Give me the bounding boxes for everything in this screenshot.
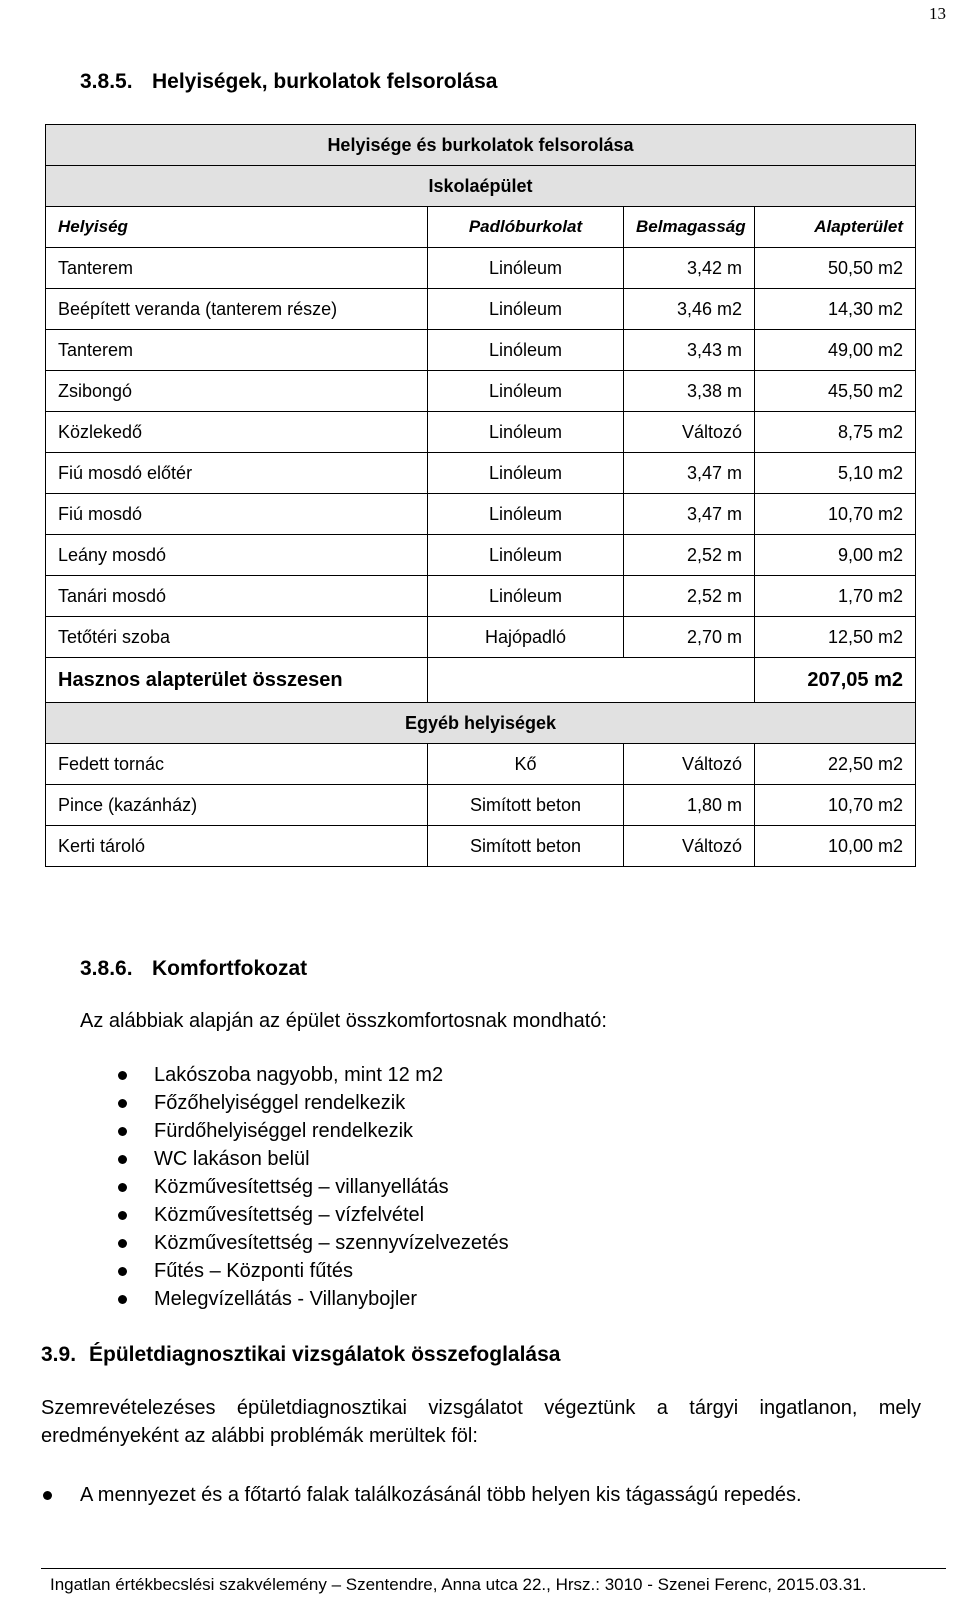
diagnostics-paragraph: Szemrevételezéses épületdiagnosztikai vizsgálatot végeztünk a tárgyi ingatlanon, mely eredményeként az alábbi problémák merültek föl:	[41, 1397, 921, 1447]
bullet-icon	[118, 1295, 127, 1304]
header-room: Helyiség	[46, 207, 428, 248]
cell-room: Leány mosdó	[46, 535, 428, 576]
cell-floor: Linóleum	[428, 248, 624, 289]
cell-area: 12,50 m2	[755, 617, 916, 658]
list-item-text: Közművesítettség – szennyvízelvezetés	[154, 1232, 509, 1254]
rooms-table	[45, 124, 916, 867]
cell-area: 49,00 m2	[755, 330, 916, 371]
list-item-text: Közművesítettség – vízfelvétel	[154, 1204, 425, 1226]
section-title: Komfortfokozat	[152, 957, 308, 980]
section-title: Helyiségek, burkolatok felsorolása	[152, 70, 498, 93]
comfort-intro: Az alábbiak alapján az épület összkomfortosnak mondható:	[80, 1010, 607, 1032]
cell-area: 10,00 m2	[755, 826, 916, 867]
cell-room: Fiú mosdó	[46, 494, 428, 535]
cell-room: Pince (kazánház)	[46, 785, 428, 826]
list-item	[118, 1229, 509, 1257]
section-number: 3.9.	[41, 1343, 77, 1366]
cell-height: 3,47 m	[624, 494, 755, 535]
cell-area: 9,00 m2	[755, 535, 916, 576]
cell-area: 5,10 m2	[755, 453, 916, 494]
cell-room: Beépített veranda (tanterem része)	[46, 289, 428, 330]
cell-room: Közlekedő	[46, 412, 428, 453]
bullet-icon	[118, 1155, 127, 1164]
cell-height: Változó	[624, 826, 755, 867]
table-row	[46, 453, 916, 494]
table-row	[46, 535, 916, 576]
cell-room: Tanterem	[46, 248, 428, 289]
cell-room: Tanári mosdó	[46, 576, 428, 617]
cell-room: Zsibongó	[46, 371, 428, 412]
list-item	[118, 1285, 509, 1313]
table-row	[46, 494, 916, 535]
cell-floor: Simított beton	[428, 785, 624, 826]
bullet-icon	[118, 1239, 127, 1248]
cell-room: Kerti tároló	[46, 826, 428, 867]
cell-area: 14,30 m2	[755, 289, 916, 330]
cell-height: 3,47 m	[624, 453, 755, 494]
cell-height: 3,46 m2	[624, 289, 755, 330]
bullet-icon	[118, 1071, 127, 1080]
cell-floor: Kő	[428, 744, 624, 785]
section-number: 3.8.6.	[80, 957, 133, 980]
list-item-text: Fürdőhelyiséggel rendelkezik	[154, 1120, 414, 1142]
other-rooms-title: Egyéb helyiségek	[46, 703, 916, 744]
list-item-text: WC lakáson belül	[154, 1148, 310, 1170]
cell-height: 3,38 m	[624, 371, 755, 412]
table-row	[46, 576, 916, 617]
footer-divider	[41, 1568, 946, 1569]
cell-floor: Linóleum	[428, 535, 624, 576]
cell-height: 2,52 m	[624, 576, 755, 617]
header-height: Belmagasság	[624, 207, 755, 248]
cell-height: Változó	[624, 744, 755, 785]
cell-area: 1,70 m2	[755, 576, 916, 617]
bullet-icon	[43, 1491, 52, 1500]
page-number: 13	[929, 4, 946, 23]
cell-floor: Linóleum	[428, 453, 624, 494]
bullet-icon	[118, 1211, 127, 1220]
table-row	[46, 744, 916, 785]
section-title: Épületdiagnosztikai vizsgálatok összefoglalása	[89, 1343, 561, 1366]
bullet-icon	[118, 1183, 127, 1192]
table-row	[46, 330, 916, 371]
table-row	[46, 248, 916, 289]
list-item-text: A mennyezet és a főtartó falak találkozásánál több helyen kis tágasságú repedés.	[80, 1484, 802, 1506]
cell-room: Fedett tornác	[46, 744, 428, 785]
list-item	[118, 1117, 509, 1145]
table-row	[46, 289, 916, 330]
list-item	[118, 1145, 509, 1173]
section-heading-diagnostics	[41, 1343, 560, 1367]
cell-area: 45,50 m2	[755, 371, 916, 412]
cell-area: 50,50 m2	[755, 248, 916, 289]
cell-height: 2,70 m	[624, 617, 755, 658]
list-item-text: Lakószoba nagyobb, mint 12 m2	[154, 1064, 444, 1086]
header-area: Alapterület	[755, 207, 916, 248]
list-item-text: Melegvízellátás - Villanybojler	[154, 1288, 418, 1310]
table-row	[46, 412, 916, 453]
total-row	[46, 658, 916, 703]
cell-floor: Linóleum	[428, 494, 624, 535]
cell-height: 1,80 m	[624, 785, 755, 826]
section-heading-rooms	[80, 70, 497, 94]
cell-floor: Linóleum	[428, 330, 624, 371]
cell-floor: Linóleum	[428, 576, 624, 617]
total-blank-cell	[428, 658, 755, 703]
cell-floor: Linóleum	[428, 371, 624, 412]
list-item	[118, 1061, 509, 1089]
cell-floor: Hajópadló	[428, 617, 624, 658]
table-subtitle: Iskolaépület	[46, 166, 916, 207]
list-item	[118, 1089, 509, 1117]
table-row	[46, 371, 916, 412]
list-item-text: Fűtés – Központi fűtés	[154, 1260, 354, 1282]
list-item	[118, 1173, 509, 1201]
section-heading-comfort	[80, 957, 307, 981]
cell-area: 22,50 m2	[755, 744, 916, 785]
comfort-list	[118, 1061, 509, 1313]
bullet-icon	[118, 1267, 127, 1276]
list-item-text: Főzőhelyiséggel rendelkezik	[154, 1092, 406, 1114]
total-label: Hasznos alapterület összesen	[46, 658, 428, 703]
cell-area: 8,75 m2	[755, 412, 916, 453]
cell-height: Változó	[624, 412, 755, 453]
cell-room: Tetőtéri szoba	[46, 617, 428, 658]
cell-floor: Linóleum	[428, 412, 624, 453]
list-item	[118, 1257, 509, 1285]
cell-room: Fiú mosdó előtér	[46, 453, 428, 494]
table-row	[46, 617, 916, 658]
total-value: 207,05 m2	[755, 658, 916, 703]
cell-area: 10,70 m2	[755, 785, 916, 826]
footer-text: Ingatlan értékbecslési szakvélemény – Szentendre, Anna utca 22., Hrsz.: 3010 - Szenei Ferenc, 2015.03.31.	[50, 1575, 867, 1594]
cell-floor: Simított beton	[428, 826, 624, 867]
table-header-row	[46, 207, 916, 248]
section-number: 3.8.5.	[80, 70, 133, 93]
cell-height: 3,43 m	[624, 330, 755, 371]
header-floor: Padlóburkolat	[428, 207, 624, 248]
list-item	[118, 1201, 509, 1229]
list-item-text: Közművesítettség – villanyellátás	[154, 1176, 449, 1198]
table-title: Helyisége és burkolatok felsorolása	[46, 125, 916, 166]
table-row	[46, 826, 916, 867]
cell-room: Tanterem	[46, 330, 428, 371]
cell-height: 3,42 m	[624, 248, 755, 289]
list-item	[41, 1481, 802, 1509]
table-row	[46, 785, 916, 826]
cell-floor: Linóleum	[428, 289, 624, 330]
cell-area: 10,70 m2	[755, 494, 916, 535]
bullet-icon	[118, 1127, 127, 1136]
diagnostics-list	[41, 1481, 802, 1509]
bullet-icon	[118, 1099, 127, 1108]
cell-height: 2,52 m	[624, 535, 755, 576]
